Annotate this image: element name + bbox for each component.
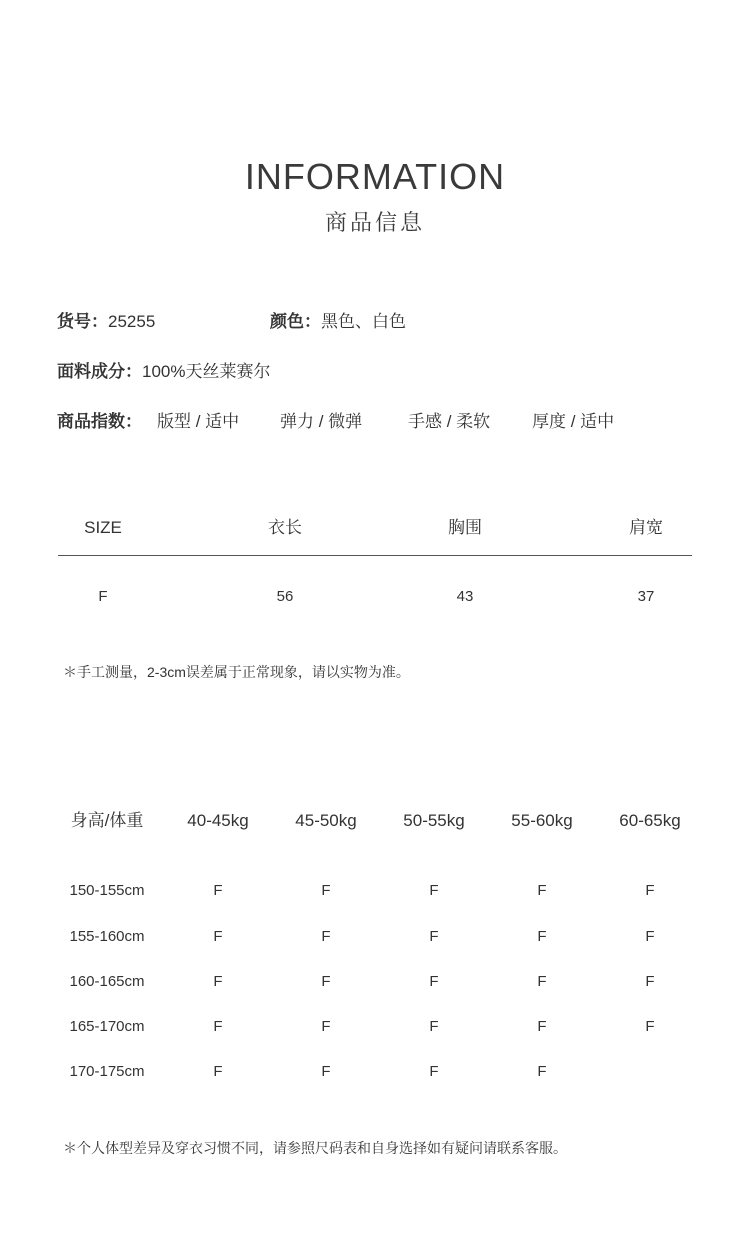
fabric-row xyxy=(57,360,270,384)
size-header-chest: 胸围 xyxy=(448,518,482,537)
size-cell: 43 xyxy=(456,588,474,605)
index-item-fit: 版型 / 适中 xyxy=(157,412,240,431)
weight-header-cell: 55-60kg xyxy=(511,811,573,830)
table-cell: F xyxy=(321,882,331,899)
table-cell: F xyxy=(537,973,547,990)
size-header-size: SIZE xyxy=(84,518,122,537)
size-header-shoulder: 肩宽 xyxy=(629,518,663,537)
size-table-divider xyxy=(58,555,692,556)
table-row xyxy=(0,880,750,902)
size-cell: 56 xyxy=(276,588,294,605)
table-cell: 170-175cm xyxy=(69,1063,145,1080)
table-cell: F xyxy=(537,1063,547,1080)
index-item-stretch: 弹力 / 微弹 xyxy=(280,412,363,431)
weight-header-cell: 40-45kg xyxy=(187,811,249,830)
table-row xyxy=(0,1061,750,1083)
table-cell: F xyxy=(213,1018,223,1035)
table-row xyxy=(0,971,750,993)
table-cell: 165-170cm xyxy=(69,1018,145,1035)
size-table-header xyxy=(0,516,750,540)
table-cell: F xyxy=(429,928,439,945)
table-cell: F xyxy=(537,882,547,899)
fabric-label: 面料成分： xyxy=(57,362,142,381)
page-title-en: INFORMATION xyxy=(244,156,506,197)
table-cell: F xyxy=(537,928,547,945)
index-row xyxy=(57,410,142,434)
table-cell: 155-160cm xyxy=(69,928,145,945)
index-item-thickness: 厚度 / 适中 xyxy=(532,412,615,431)
index-item-feel: 手感 / 柔软 xyxy=(408,412,491,431)
measure-note: ＊手工测量，2-3cm误差属于正常现象，请以实物为准。 xyxy=(63,664,410,680)
sku-row xyxy=(57,310,155,334)
table-cell: F xyxy=(645,928,655,945)
color-label: 颜色： xyxy=(270,312,321,331)
table-cell: F xyxy=(645,973,655,990)
table-cell: F xyxy=(645,882,655,899)
table-row xyxy=(0,926,750,948)
weight-header-cell: 身高/体重 xyxy=(70,811,144,830)
color-row xyxy=(270,310,406,334)
table-cell: F xyxy=(429,1063,439,1080)
size-header-length: 衣长 xyxy=(268,518,302,537)
table-cell: F xyxy=(321,973,331,990)
size-cell: 37 xyxy=(637,588,655,605)
fabric-value: 100%天丝莱赛尔 xyxy=(142,362,271,381)
table-cell: F xyxy=(429,973,439,990)
table-cell: F xyxy=(537,1018,547,1035)
sku-value: 25255 xyxy=(108,312,156,331)
sku-label: 货号： xyxy=(57,312,108,331)
size-cell: F xyxy=(98,588,108,605)
table-cell: F xyxy=(213,928,223,945)
table-cell: F xyxy=(429,1018,439,1035)
table-cell: F xyxy=(429,882,439,899)
weight-header-cell: 50-55kg xyxy=(403,811,465,830)
weight-header-cell: 45-50kg xyxy=(295,811,357,830)
table-cell: F xyxy=(321,928,331,945)
weight-table-header xyxy=(0,809,750,833)
table-cell: F xyxy=(321,1063,331,1080)
table-cell: F xyxy=(645,1018,655,1035)
table-cell: F xyxy=(213,973,223,990)
page-title-cn: 商品信息 xyxy=(324,210,425,235)
table-row xyxy=(0,586,750,608)
weight-header-cell: 60-65kg xyxy=(619,811,681,830)
table-cell: 150-155cm xyxy=(69,882,145,899)
index-label: 商品指数： xyxy=(57,412,142,431)
size-note: ＊个人体型差异及穿衣习惯不同，请参照尺码表和自身选择如有疑问请联系客服。 xyxy=(63,1140,567,1156)
table-cell: F xyxy=(213,1063,223,1080)
table-cell: F xyxy=(213,882,223,899)
color-value: 黑色、白色 xyxy=(321,312,406,331)
table-cell: 160-165cm xyxy=(69,973,145,990)
table-row xyxy=(0,1016,750,1038)
table-cell: F xyxy=(321,1018,331,1035)
